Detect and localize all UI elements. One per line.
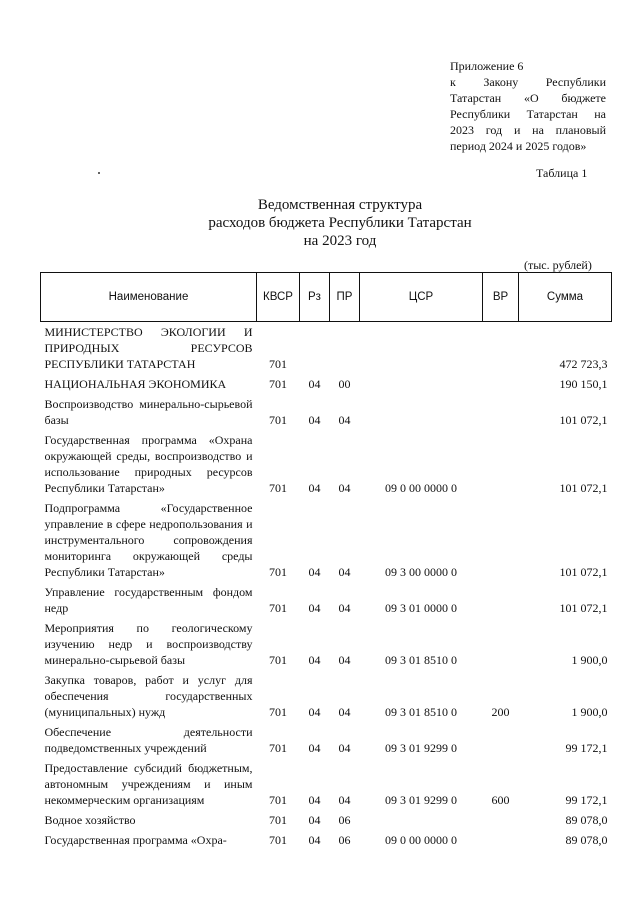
- table-header: [41, 273, 612, 322]
- row-sum: 1 900,0: [571, 705, 608, 719]
- title-line: Ведомственная структура: [257, 197, 423, 213]
- column-header-pr: ПР: [330, 273, 360, 322]
- row-sum: 1 900,0: [571, 653, 608, 667]
- row-pr: 04: [338, 481, 351, 495]
- row-vr: [483, 810, 519, 830]
- table-row: [41, 722, 612, 758]
- appendix-line: период 2024 и 2025 годов»: [450, 139, 587, 153]
- table-body: [41, 322, 612, 851]
- row-name: Предоставление субсидий бюджетным, автономным учреждениям и иным некоммерческим организациям: [44, 761, 253, 807]
- row-vr: [483, 322, 519, 375]
- row-sum: 101 072,1: [559, 601, 608, 615]
- column-header-kvsr: КВСР: [257, 273, 300, 322]
- row-vr: [483, 618, 519, 670]
- row-vr: [483, 394, 519, 430]
- row-name: МИНИСТЕРСТВО ЭКОЛОГИИ И ПРИРОДНЫХ РЕСУРСОВ РЕСПУБЛИКИ ТАТАРСТАН: [44, 325, 253, 371]
- row-rz: 04: [308, 741, 321, 755]
- appendix-line: 2023 год и на плановый: [450, 123, 606, 137]
- row-pr: [330, 322, 360, 375]
- table-row: [41, 322, 612, 375]
- row-csr: 09 0 00 0000 0: [385, 481, 457, 495]
- row-sum: 89 078,0: [565, 813, 608, 827]
- scan-speck: [98, 172, 100, 174]
- row-kvsr: 701: [269, 377, 287, 391]
- table-row: [41, 394, 612, 430]
- column-header-name: Наименование: [41, 273, 257, 322]
- row-csr: 09 3 00 0000 0: [385, 565, 457, 579]
- appendix-line: Татарстан «О бюджете: [450, 91, 606, 105]
- row-name: НАЦИОНАЛЬНАЯ ЭКОНОМИКА: [44, 377, 227, 391]
- row-kvsr: 701: [269, 413, 287, 427]
- table-row: [41, 670, 612, 722]
- row-pr: 04: [338, 601, 351, 615]
- row-sum: 472 723,3: [559, 357, 608, 371]
- row-name: Мероприятия по геологическому изучению недр и воспроизводству минерально-сырьевой базы: [44, 621, 253, 667]
- row-rz: 04: [308, 377, 321, 391]
- appendix-line: к Закону Республики: [450, 75, 606, 89]
- row-csr: [360, 394, 483, 430]
- row-name: Воспроизводство минерально-сырьевой базы: [44, 397, 253, 427]
- row-sum: 101 072,1: [559, 481, 608, 495]
- table-row: [41, 582, 612, 618]
- row-rz: 04: [308, 833, 321, 847]
- table-row: [41, 430, 612, 498]
- row-rz: 04: [308, 705, 321, 719]
- table-label: Таблица 1: [536, 166, 588, 180]
- row-pr: 04: [338, 653, 351, 667]
- column-header-vr: ВР: [483, 273, 519, 322]
- appendix-note: [450, 58, 606, 154]
- table-row: [41, 618, 612, 670]
- row-vr: [483, 582, 519, 618]
- row-kvsr: 701: [269, 601, 287, 615]
- table-row: [41, 758, 612, 810]
- row-pr: 06: [338, 833, 351, 847]
- row-name: Водное хозяйство: [44, 813, 136, 827]
- row-name: Управление государственным фондом недр: [44, 585, 253, 615]
- row-kvsr: 701: [269, 793, 287, 807]
- table-row: [41, 498, 612, 582]
- title-line: на 2023 год: [303, 233, 377, 249]
- row-kvsr: 701: [269, 481, 287, 495]
- row-vr: [483, 430, 519, 498]
- units-label: (тыс. рублей): [524, 258, 592, 272]
- table-row: [41, 374, 612, 394]
- row-rz: 04: [308, 653, 321, 667]
- row-sum: 99 172,1: [565, 793, 608, 807]
- row-vr: [483, 722, 519, 758]
- row-kvsr: 701: [269, 741, 287, 755]
- row-name: Государственная программа «Охрана окружающей среды, воспроизводство и использование природных ресурсов Республики Татарстан»: [44, 433, 253, 495]
- row-csr: 09 3 01 8510 0: [385, 653, 457, 667]
- budget-table: [40, 272, 612, 850]
- title-line: расходов бюджета Республики Татарстан: [208, 215, 472, 231]
- appendix-line: Приложение 6: [450, 59, 524, 73]
- column-header-sum: Сумма: [519, 273, 612, 322]
- row-csr: 09 3 01 9299 0: [385, 741, 457, 755]
- row-pr: 04: [338, 565, 351, 579]
- row-name: Государственная программа «Охра-: [44, 833, 227, 847]
- row-csr: 09 3 01 9299 0: [385, 793, 457, 807]
- row-sum: 101 072,1: [559, 413, 608, 427]
- column-header-csr: ЦСР: [360, 273, 483, 322]
- row-pr: 04: [338, 741, 351, 755]
- row-vr: [483, 830, 519, 850]
- row-pr: 04: [338, 793, 351, 807]
- row-name: Подпрограмма «Государственное управление в сфере недропользования и инструментального сопровождения мониторинга окружающей среды Республики Татарстан»: [44, 501, 253, 579]
- row-sum: 101 072,1: [559, 565, 608, 579]
- appendix-line: Республики Татарстан на: [450, 107, 606, 121]
- row-kvsr: 701: [269, 565, 287, 579]
- row-sum: 99 172,1: [565, 741, 608, 755]
- row-rz: [300, 322, 330, 375]
- row-kvsr: 701: [269, 833, 287, 847]
- row-rz: 04: [308, 601, 321, 615]
- row-name: Обеспечение деятельности подведомственных учреждений: [44, 725, 253, 755]
- row-rz: 04: [308, 813, 321, 827]
- row-kvsr: 701: [269, 705, 287, 719]
- row-rz: 04: [308, 481, 321, 495]
- row-rz: 04: [308, 793, 321, 807]
- row-sum: 190 150,1: [559, 377, 608, 391]
- row-csr: 09 3 01 8510 0: [385, 705, 457, 719]
- row-pr: 00: [338, 377, 351, 391]
- row-rz: 04: [308, 413, 321, 427]
- row-name: Закупка товаров, работ и услуг для обеспечения государственных (муниципальных) нужд: [44, 673, 253, 719]
- row-rz: 04: [308, 565, 321, 579]
- row-sum: 89 078,0: [565, 833, 608, 847]
- row-kvsr: 701: [269, 357, 287, 371]
- row-pr: 04: [338, 413, 351, 427]
- row-vr: 200: [491, 705, 510, 719]
- row-pr: 06: [338, 813, 351, 827]
- row-vr: [483, 498, 519, 582]
- document-title: [150, 196, 530, 250]
- row-csr: [360, 322, 483, 375]
- row-csr: 09 3 01 0000 0: [385, 601, 457, 615]
- column-header-rz: Рз: [300, 273, 330, 322]
- row-kvsr: 701: [269, 813, 287, 827]
- row-pr: 04: [338, 705, 351, 719]
- row-kvsr: 701: [269, 653, 287, 667]
- row-csr: 09 0 00 0000 0: [385, 833, 457, 847]
- table-row: [41, 810, 612, 830]
- table-row: [41, 830, 612, 850]
- row-vr: [483, 374, 519, 394]
- row-csr: [360, 374, 483, 394]
- row-csr: [360, 810, 483, 830]
- row-vr: 600: [491, 793, 510, 807]
